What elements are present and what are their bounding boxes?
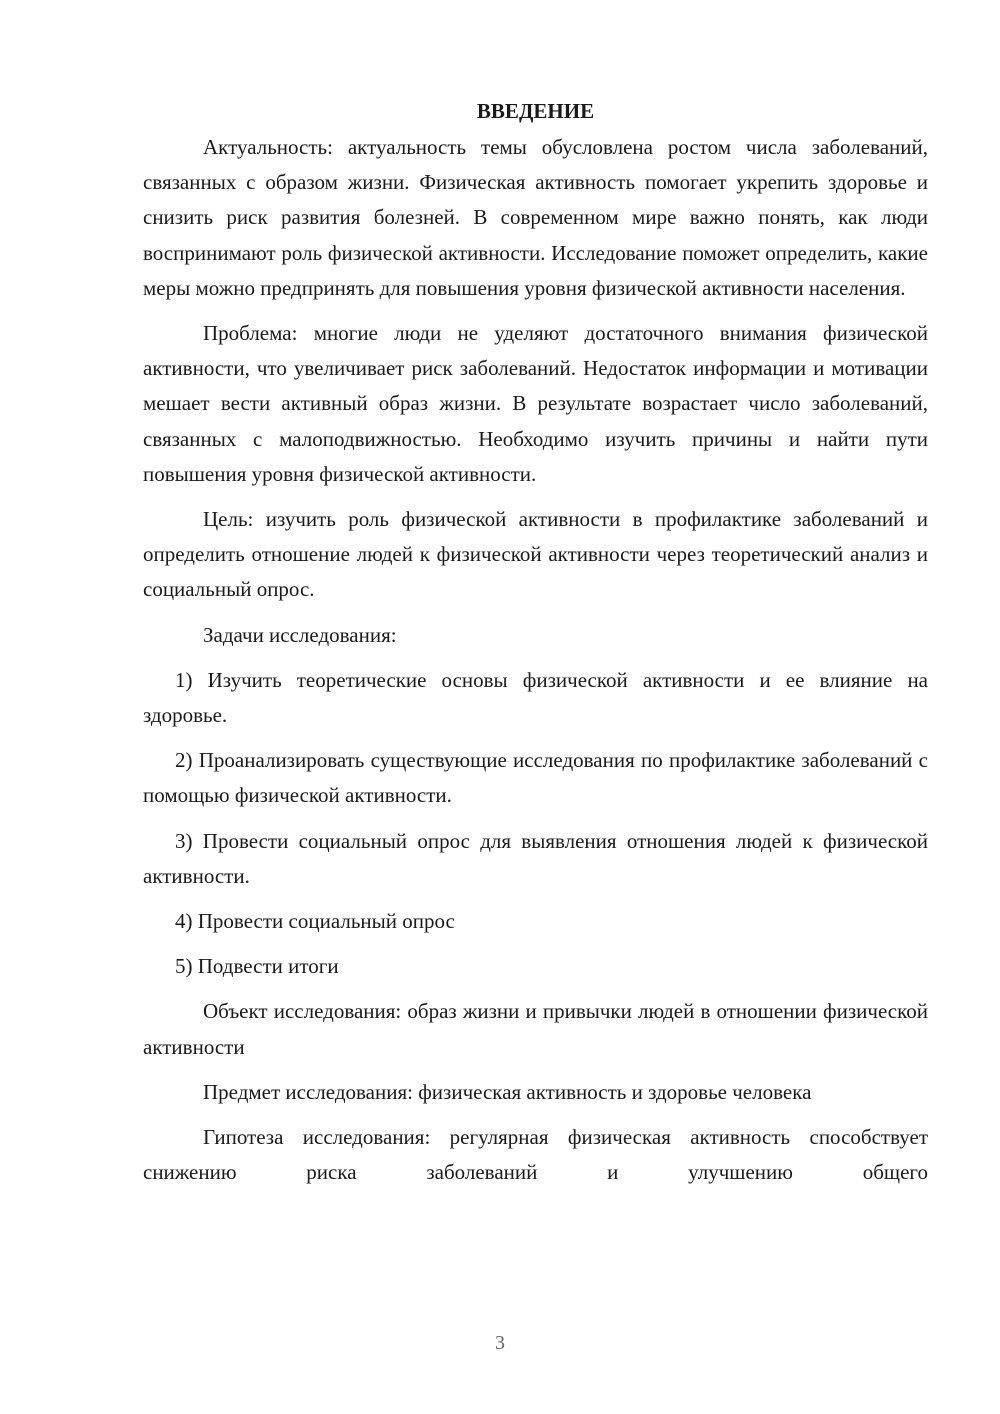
page-number: 3 [495,1332,505,1354]
task-item-2: 2) Проанализировать существующие исследования по профилактике заболеваний с помощью физической активности. [143,748,928,808]
task-item-4: 4) Провести социальный опрос [175,909,455,934]
relevance-paragraph: Актуальность: актуальность темы обусловлена ростом числа заболеваний, связанных с образом жизни. Физическая активность помогает укрепить здоровье и снизить риск развития болезней. В современном мире важно понять, как люди воспринимают роль физической активности. Исследование поможет определить, какие меры можно предпринять для повышения уровня физической активности населения. [143,135,928,300]
problem-paragraph: Проблема: многие люди не уделяют достаточного внимания физической активности, что увеличивает риск заболеваний. Недостаток информации и мотивации мешает вести активный образ жизни. В результате возрастает число заболеваний, связанных с малоподвижностью. Необходимо изучить причины и найти пути повышения уровня физической активности. [143,321,928,486]
goal-paragraph: Цель: изучить роль физической активности в профилактике заболеваний и определить отношение людей к физической активности через теоретический анализ и социальный опрос. [143,507,928,602]
page-title: ВВЕДЕНИЕ [476,99,595,123]
task-item-5: 5) Подвести итоги [175,954,339,979]
task-item-1: 1) Изучить теоретические основы физической активности и ее влияние на здоровье. [143,667,928,728]
document-page [143,92,928,1200]
hypothesis-paragraph: Гипотеза исследования: регулярная физическая активность способствует снижению риска заболеваний и улучшению общего [143,1125,928,1185]
object-paragraph: Объект исследования: образ жизни и привычки людей в отношении физической активности [143,999,928,1059]
subject-paragraph: Предмет исследования: физическая активность и здоровье человека [203,1079,812,1104]
tasks-heading: Задачи исследования: [203,622,397,647]
task-item-3: 3) Провести социальный опрос для выявления отношения людей к физической активности. [143,828,928,888]
